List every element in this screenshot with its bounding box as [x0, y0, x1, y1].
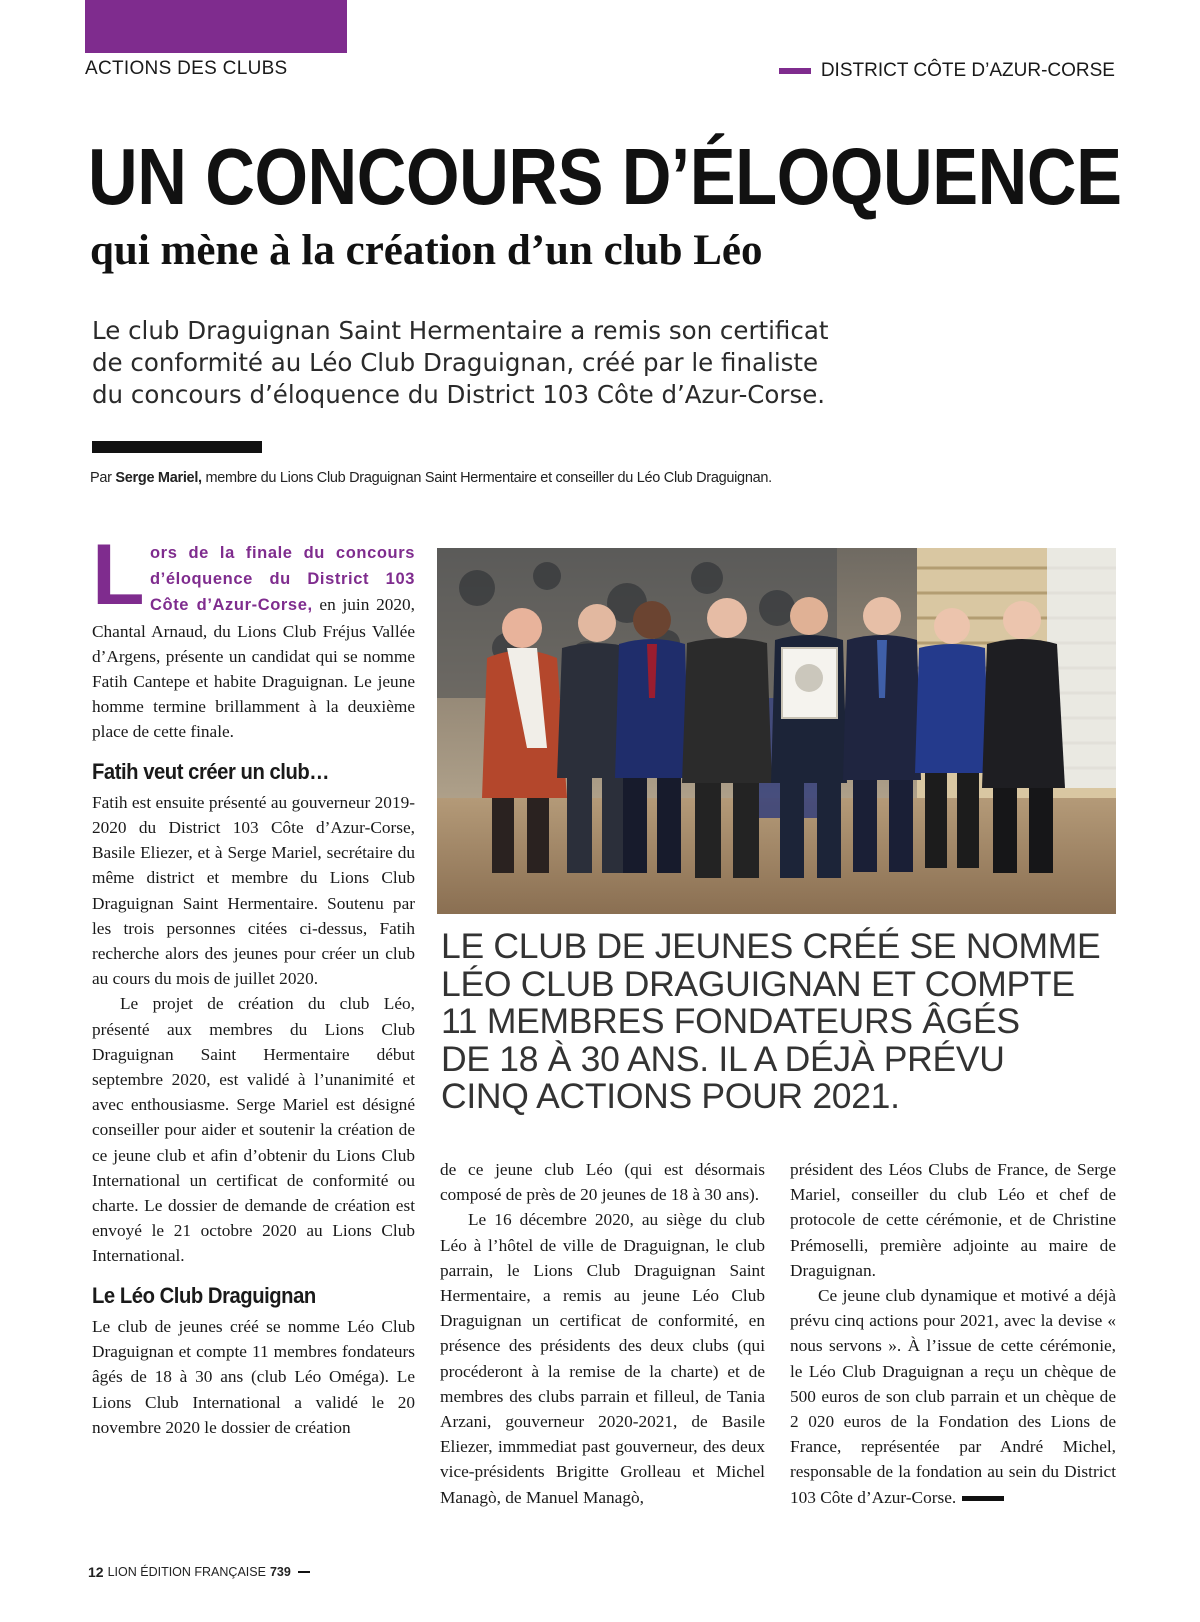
group-photo [437, 548, 1116, 914]
column-1 [92, 527, 415, 1440]
paragraph: de ce jeune club Léo (qui est désormais composé de près de 20 jeunes de 18 à 30 ans). [440, 1160, 765, 1205]
column-3 [790, 1157, 1116, 1510]
article-title: UN CONCOURS D’ÉLOQUENCE [88, 132, 1122, 221]
page-number: 12 [88, 1564, 104, 1580]
pull-quote-line: DE 18 À 30 ANS. IL A DÉJÀ PRÉVU [441, 1038, 1005, 1079]
byline-rest: membre du Lions Club Draguignan Saint Hermentaire et conseiller du Léo Club Draguignan. [205, 470, 772, 486]
subheading-leo-club: Le Léo Club Draguignan [92, 1282, 316, 1308]
separator-rule [92, 441, 262, 453]
issue-number: 739 [269, 1565, 291, 1579]
pull-quote [441, 928, 1116, 1116]
paragraph: Le 16 décembre 2020, au siège du club Léo à l’hôtel de ville de Draguignan, le club parrain, le Lions Club Draguignan Saint Hermentaire, a remis au jeune Léo Club Draguignan un certificat de conformité, en présence des présidents des deux clubs (qui procéderont à la remise de la charte) et de membres des clubs parrain et filleul, de Tania Arzani, gouverneur 2020-2021, de Basile Eliezer, immmediat past gouverneur, des deux vice-présidents Brigitte Grolleau et Michel Managò, de Manuel Managò, [440, 1210, 765, 1507]
district-label [779, 60, 1115, 82]
byline [90, 470, 772, 486]
article-subtitle: qui mène à la création d’un club Léo [90, 227, 763, 274]
pull-quote-line: CINQ ACTIONS POUR 2021. [441, 1076, 900, 1116]
paragraph: Le club de jeunes créé se nomme Léo Club Draguignan et compte 11 membres fondateurs âgés de 18 à 30 ans (club Léo Oméga). Le Lions Club International a validé le 20 novembre 2020 le dossier de création [92, 1316, 415, 1437]
column-2 [440, 1157, 765, 1510]
paragraph: Le projet de création du club Léo, présenté aux membres du Lions Club Draguignan Saint Hermentaire début septembre 2020, est validé à l’unanimité et avec enthousiasme. Serge Mariel est désigné conseiller pour aider et soutenir la création de ce jeune club et afin d’obtenir du Lions Club International un certificat de conformité ou charte. Le dossier de demande de création est envoyé le 21 octobre 2020 au Lions Club International. [92, 994, 415, 1266]
page-footer [88, 1564, 310, 1580]
section-label: ACTIONS DES CLUBS [85, 58, 288, 79]
closing-text: Ce jeune club dynamique et motivé a déjà prévu cinq actions pour 2021, avec la devise « nous servons ». À l’issue de cette cérémonie, le Léo Club Draguignan a reçu un chèque de 500 euros de son club parrain et un chèque de 2 020 euros de la Fondation des Lions de France, représentée par André Michel, responsable de la fondation au sein du District 103 Côte d’Azur-Corse. [790, 1286, 1116, 1507]
drop-cap: L [92, 527, 145, 623]
byline-prefix: Par [90, 470, 112, 486]
intro-paragraph [92, 527, 415, 745]
section-color-bar [85, 0, 347, 53]
subheading-fatih: Fatih veut créer un club… [92, 758, 330, 784]
byline-author: Serge Mariel, [115, 470, 202, 486]
footer-dash [298, 1571, 310, 1573]
end-of-article-mark [962, 1496, 1004, 1501]
paragraph: président des Léos Clubs de France, de Serge Mariel, conseiller du club Léo et chef de protocole de cette cérémonie, et de Christine Prémoselli, première adjointe au maire de Draguignan. [790, 1160, 1116, 1280]
article-lead: Le club Draguignan Saint Hermentaire a remis son certificat de conformité au Léo Club Draguignan, créé par le finaliste du concours d’éloquence du District 103 Côte d’Azur-Corse. [92, 316, 829, 409]
pull-quote-line: 11 MEMBRES FONDATEURS ÂGÉS [441, 1001, 1020, 1041]
intro-highlight: ors de la finale du concours d’éloquence du District 103 Côte d’Azur-Corse, [150, 544, 415, 615]
pull-quote-line: LÉO CLUB DRAGUIGNAN ET COMPTE [441, 963, 1075, 1004]
intro-rest: en juin 2020, Chantal Arnaud, du Lions Club Fréjus Vallée d’Argens, présente un candidat qui se nomme Fatih Cantepe et habite Draguignan. Le jeune homme termine brillamment à la deuxième place de cette finale. [92, 595, 415, 742]
paragraph: Fatih est ensuite présenté au gouverneur 2019-2020 du District 103 Côte d’Azur-Corse, Basile Eliezer, et à Serge Mariel, secrétaire du même district et membre du Lions Club Draguignan Saint Hermentaire. Soutenu par les trois personnes citées ci-dessus, Fatih recherche alors des jeunes pour créer un club au cours du mois de juillet 2020. [92, 792, 415, 989]
district-marker [779, 68, 811, 74]
district-text: DISTRICT CÔTE D’AZUR-CORSE [820, 60, 1115, 81]
paragraph [790, 1283, 1116, 1510]
magazine-name: LION ÉDITION FRANÇAISE [107, 1565, 266, 1579]
pull-quote-line: LE CLUB DE JEUNES CRÉÉ SE NOMME [441, 926, 1101, 966]
